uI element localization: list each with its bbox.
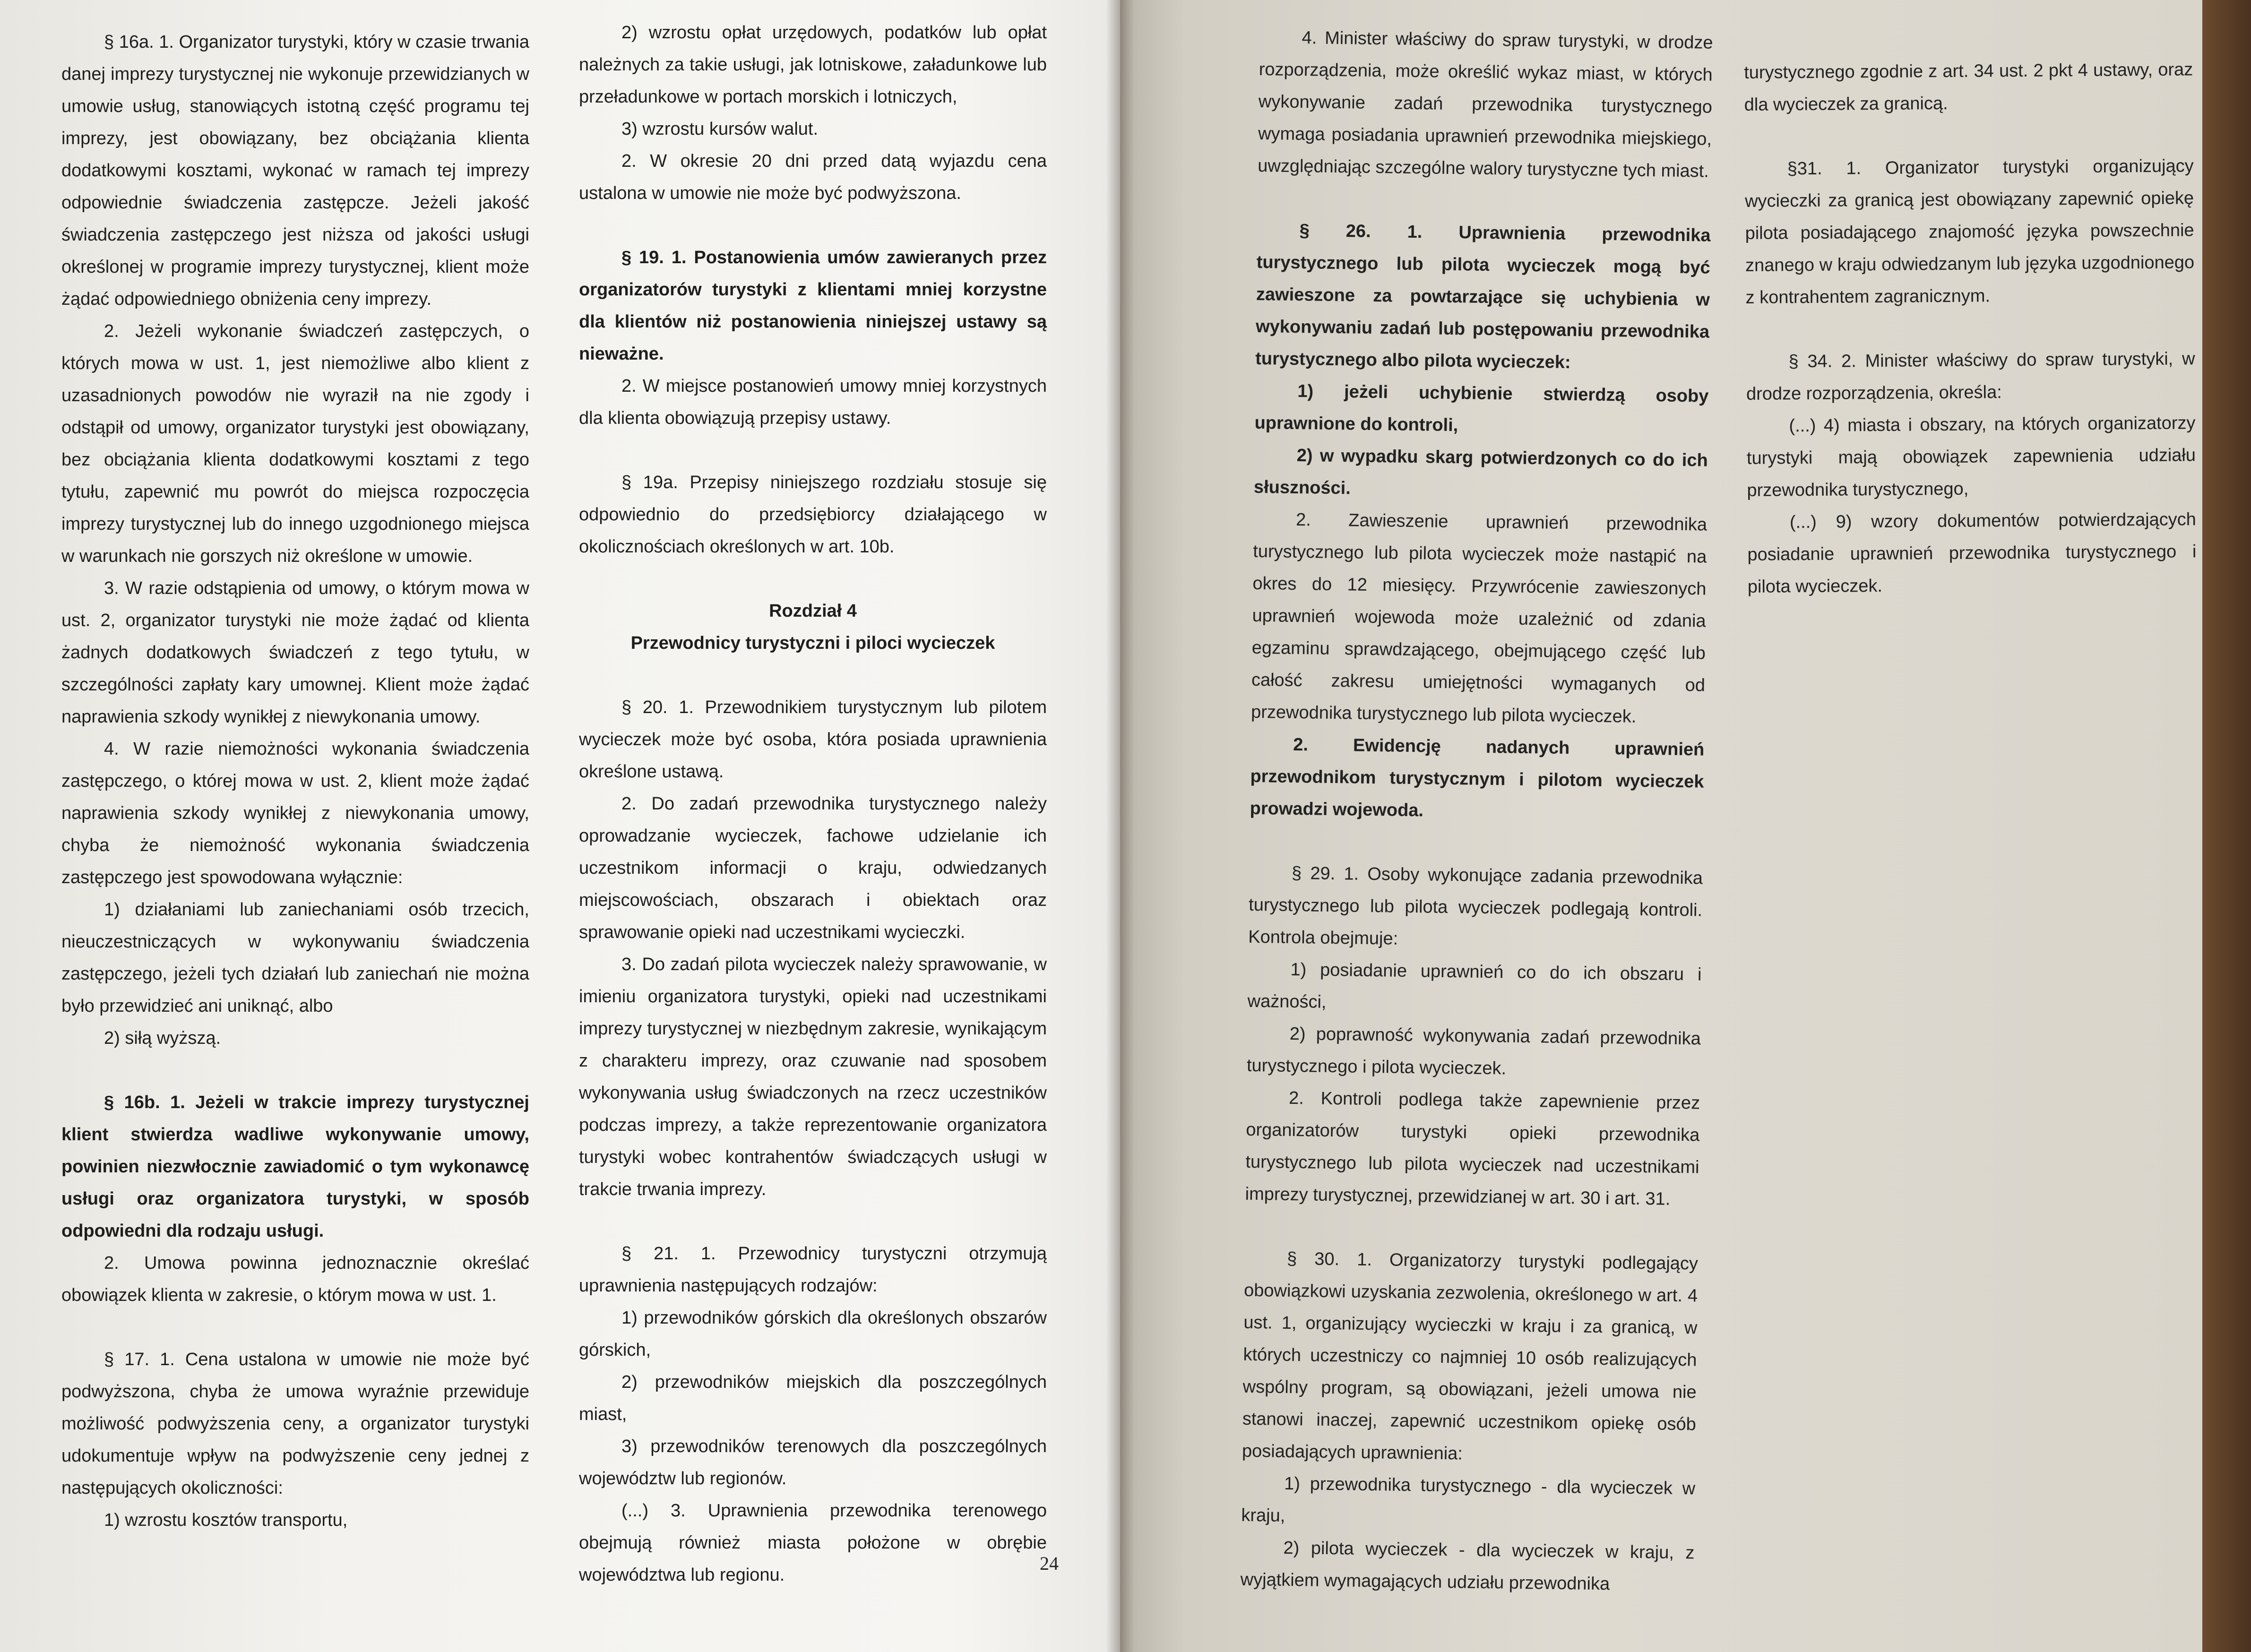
paragraph-21-1: § 21. 1. Przewodnicy turystyczni otrzymują uprawnienia następujących rodzajów: [579, 1244, 1047, 1296]
paragraph-21-3: (...) 3. Uprawnienia przewodnika terenowego obejmują również miasta położone w obrębie województwa lub regionu. [579, 1501, 1047, 1585]
right-page-column-1 [1240, 21, 1713, 1601]
paragraph-16a-3: 3. W razie odstąpienia od umowy, o którym mowa w ust. 2, organizator turystyki nie może żądać od klienta żadnych dodatkowych świadczeń z tego tytułu, w szczególności zapłaty kary umownej. Klient może żądać naprawienia szkody wynikłej z niewykonania umowy. [61, 578, 529, 727]
paragraph-evidence: 2. Ewidencję nadanych uprawnień przewodnikom turystycznym i pilotom wycieczek prowadzi wojewoda. [1250, 734, 1705, 821]
paragraph-21-4: 4. Minister właściwy do spraw turystyki, w drodze rozporządzenia, może określić wykaz miast, w których wykonywanie zadań przewodnika turystycznego wymaga posiadania uprawnień przewodnika miejskiego, uwzględniając szczególne walory turystyczne tych miast. [1258, 28, 1713, 181]
paragraph-17-1: § 17. 1. Cena ustalona w umowie nie może być podwyższona, chyba że umowa wyraźnie przewiduje możliwość podwyższenia ceny, a organizator turystyki udokumentuje wpływ na podwyższenie ceny jednej z następujących okoliczności: [61, 1350, 529, 1498]
paragraph-30-1-item-2-continued: turystycznego zgodnie z art. 34 ust. 2 pkt 4 ustawy, oraz dla wycieczek za granicą. [1744, 60, 2193, 115]
paragraph-29-1-item-2: 2) poprawność wykonywania zadań przewodnika turystycznego i pilota wycieczek. [1246, 1024, 1701, 1079]
paragraph-19a: § 19a. Przepisy niniejszego rozdziału stosuje się odpowiednio do przedsiębiorcy działającego w okolicznościach określonych w art. 10b. [579, 473, 1047, 557]
paragraph-29-1-item-1: 1) posiadanie uprawnień co do ich obszaru i ważności, [1247, 959, 1702, 1012]
paragraph-29-1: § 29. 1. Osoby wykonujące zadania przewodnika turystycznego lub pilota wycieczek podlegają kontroli. Kontrola obejmuje: [1248, 863, 1703, 949]
table-edge [2202, 0, 2251, 1652]
paragraph-30-1-item-2: 2) pilota wycieczek - dla wycieczek w kraju, z wyjątkiem wymagających udziału przewodnika [1240, 1538, 1695, 1594]
book-spine-shadow [1106, 0, 1134, 1652]
paragraph-21-1-item-1: 1) przewodników górskich dla określonych obszarów górskich, [579, 1308, 1047, 1360]
left-page-column-2 [579, 17, 1047, 1591]
paragraph-30-1: § 30. 1. Organizatorzy turystyki podlegający obowiązkowi uzyskania zezwolenia, określonego w art. 4 ust. 1, organizujący wycieczki w kraju i za granicą, w których uczestniczy co najmniej 10 osób realizujących wspólny program, są obowiązani, jeżeli umowa nie stanowi inaczej, zapewnić uczestnikom opiekę osób posiadających uprawnienia: [1242, 1248, 1699, 1464]
paragraph-16a-1: § 16a. 1. Organizator turystyki, który w czasie trwania danej imprezy turystycznej nie wykonuje przewidzianych w umowie usług, stanowiących istotną część programu tej imprezy, jest obowiązany, bez obciążania klienta dodatkowymi kosztami, wykonać w ramach tej imprezy odpowiednie świadczenia zastępcze. Jeżeli jakość świadczenia zastępczego jest niższa od jakości usługi określonej w programie imprezy turystycznej, klient może żądać odpowiedniego obniżenia ceny imprezy. [61, 32, 529, 309]
paragraph-26-1: § 26. 1. Uprawnienia przewodnika turystycznego lub pilota wycieczek mogą być zawieszone za powtarzające się uchybienia w wykonywaniu zadań lub postępowaniu przewodnika turystycznego albo pilota wycieczek: [1255, 221, 1711, 373]
paragraph-30-1-item-1: 1) przewodnika turystycznego - dla wycieczek w kraju, [1241, 1473, 1696, 1526]
paragraph-17-1-item-3: 3) wzrostu kursów walut. [621, 119, 819, 139]
paragraph-31-1: §31. 1. Organizator turystyki organizujący wycieczki za granicą jest obowiązany zapewnić opiekę pilota posiadającego znajomość języka powszechnie znanego w kraju odwiedzanym lub języka uzgodnionego z kontrahentem zagranicznym. [1744, 156, 2195, 308]
paragraph-34-2-item-9: (...) 9) wzory dokumentów potwierdzających posiadanie uprawnień przewodnika turystycznego i pilota wycieczek. [1747, 509, 2197, 597]
paragraph-16b-2: 2. Umowa powinna jednoznacznie określać obowiązek klienta w zakresie, o którym mowa w ust. 1. [61, 1253, 529, 1305]
paragraph-20-3: 3. Do zadań pilota wycieczek należy sprawowanie, w imieniu organizatora turystyki, opieki nad uczestnikami imprezy turystycznej w niezbędnym zakresie, wynikającym z charakteru imprezy, oraz czuwanie nad sposobem wykonywania usług świadczonych na rzecz uczestników podczas imprezy, a także reprezentowanie organizatora turystyki wobec kontrahentów świadczących usługi w trakcie trwania imprezy. [579, 955, 1047, 1199]
left-page-column-1 [61, 26, 529, 1536]
paragraph-29-2: 2. Kontroli podlega także zapewnienie przez organizatorów turystyki opieki przewodnika turystycznego lub pilota wycieczek nad uczestnikami imprezy turystycznej, przewidzianej w art. 30 i art. 31. [1245, 1088, 1700, 1209]
paragraph-19-2: 2. W miejsce postanowień umowy mniej korzystnych dla klienta obowiązują przepisy ustawy. [579, 376, 1047, 428]
paragraph-16a-4-item-2: 2) siłą wyższą. [104, 1028, 221, 1048]
paragraph-34-2: § 34. 2. Minister właściwy do spraw turystyki, w drodze rozporządzenia, określa: [1746, 349, 2195, 404]
paragraph-20-2: 2. Do zadań przewodnika turystycznego należy oprowadzanie wycieczek, fachowe udzielanie ich uczestnikom informacji o kraju, odwiedzanych miejscowościach, obszarach i obiektach oraz sprawowanie opieki nad uczestnikami wycieczki. [579, 794, 1047, 942]
paragraph-21-1-item-3: 3) przewodników terenowych dla poszczególnych województw lub regionów. [579, 1437, 1047, 1489]
paragraph-34-2-item-4: (...) 4) miasta i obszary, na których organizatorzy turystyki mają obowiązek zapewnienia udziału przewodnika turystycznego, [1746, 413, 2196, 500]
paragraph-26-1-item-1: 1) jeżeli uchybienie stwierdzą osoby uprawnione do kontroli, [1254, 381, 1709, 436]
left-page [0, 0, 1120, 1652]
paragraph-17-2: 2. W okresie 20 dni przed datą wyjazdu cena ustalona w umowie nie może być podwyższona. [579, 151, 1047, 203]
paragraph-16a-4: 4. W razie niemożności wykonania świadczenia zastępczego, o której mowa w ust. 2, klient może żądać naprawienia szkody wynikłej z niewykonania umowy, chyba że niemożność wykonania świadczenia zastępczego jest spowodowana wyłącznie: [61, 739, 529, 887]
paragraph-16b-1: § 16b. 1. Jeżeli w trakcie imprezy turystycznej klient stwierdza wadliwe wykonywanie umowy, powinien niezwłocznie zawiadomić o tym wykonawcę usługi oraz organizatora turystyki, w sposób odpowiedni dla rodzaju usługi. [61, 1093, 529, 1241]
paragraph-26-1-item-2: 2) w wypadku skarg potwierdzonych co do ich słuszności. [1253, 446, 1708, 499]
paragraph-17-1-item-2: 2) wzrostu opłat urzędowych, podatków lub opłat należnych za takie usługi, jak lotniskowe, załadunkowe lub przeładunkowe w portach morskich i lotniczych, [579, 23, 1047, 107]
paragraph-16a-4-item-1: 1) działaniami lub zaniechaniami osób trzecich, nieuczestniczących w wykonywaniu świadczenia zastępczego, jeżeli tych działań lub zaniechań nie można było przewidzieć ani uniknąć, albo [61, 900, 529, 1016]
right-page-column-2 [1744, 53, 2197, 603]
paragraph-19-1: § 19. 1. Postanowienia umów zawieranych przez organizatorów turystyki z klientami mniej korzystne dla klientów niż postanowienia niniejszej ustawy są nieważne. [579, 248, 1047, 364]
paragraph-21-1-item-2: 2) przewodników miejskich dla poszczególnych miast, [579, 1372, 1047, 1424]
chapter-title-heading: Przewodnicy turystyczni i piloci wycieczek [630, 633, 995, 653]
chapter-number-heading: Rozdział 4 [769, 601, 857, 621]
paragraph-26-2: 2. Zawieszenie uprawnień przewodnika turystycznego lub pilota wycieczek może nastąpić na okres do 12 miesięcy. Przywrócenie zawieszonych uprawnień wojewoda może uzależnić od zdania egzaminu sprawdzającego, obejmującego część lub całość zakresu umiejętności wymaganych od przewodnika turystycznego lub pilota wycieczek. [1251, 510, 1708, 727]
page-number: 24 [1040, 1553, 1059, 1574]
paragraph-17-1-item-1: 1) wzrostu kosztów transportu, [104, 1510, 348, 1530]
paragraph-20-1: § 20. 1. Przewodnikiem turystycznym lub pilotem wycieczek może być osoba, która posiada uprawnienia określone ustawą. [579, 697, 1047, 782]
paragraph-16a-2: 2. Jeżeli wykonanie świadczeń zastępczych, o których mowa w ust. 1, jest niemożliwe albo klient z uzasadnionych powodów nie wyraził na nie zgody i odstąpił od umowy, organizator turystyki jest obowiązany, bez obciążania klienta dodatkowymi kosztami z tego tytułu, zapewnić mu powrót do miejsca rozpoczęcia imprezy turystycznej lub do innego uzgodnionego miejsca w warunkach nie gorszych niż określone w umowie. [61, 321, 529, 566]
